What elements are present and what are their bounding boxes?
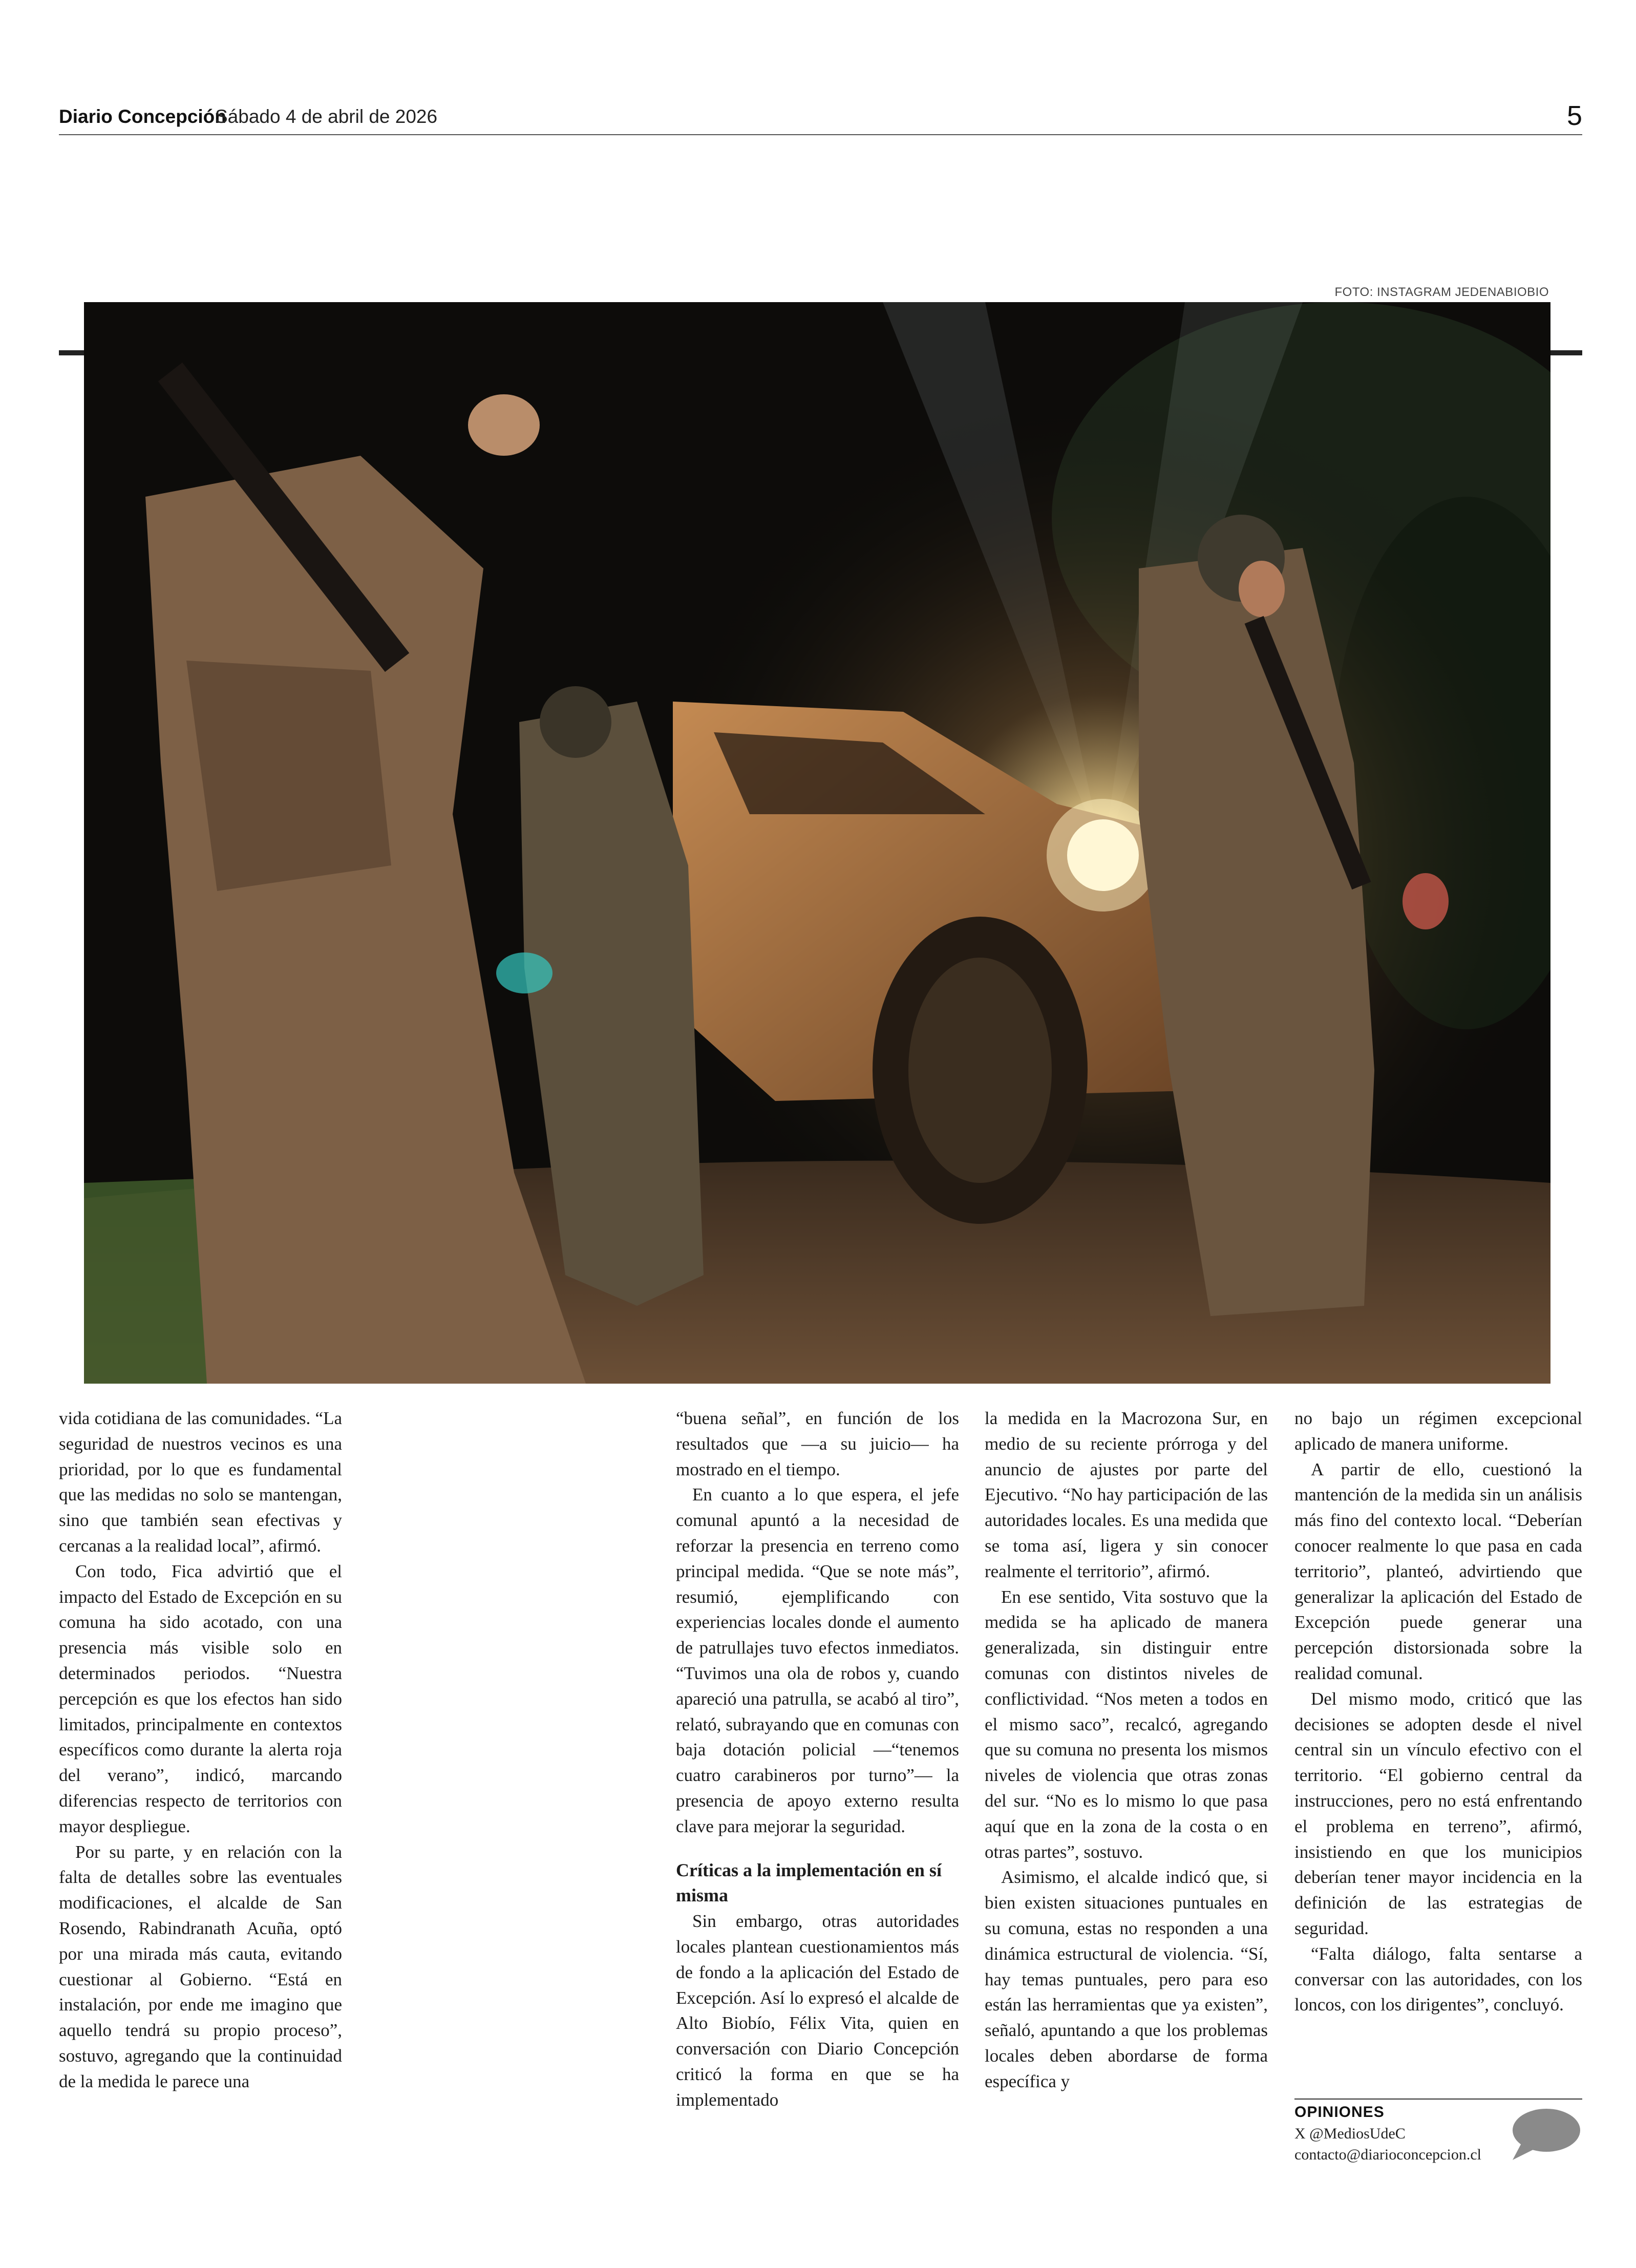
article-column-4 [1294, 1406, 1582, 2018]
night-patrol-photo [84, 302, 1550, 1384]
paragraph: Asimismo, el alcalde indicó que, si bien existen situaciones puntuales en su comuna, estas no responden a una dinámica estructural de violencia. “Sí, hay temas puntuales, pero para eso están las herramientas que ya existen”, señaló, apuntando a que los problemas locales deben abordarse de forma específica y [985, 1867, 1268, 2091]
section-bar-left [59, 350, 86, 355]
paragraph: no bajo un régimen excepcional aplicado de manera uniforme. [1294, 1408, 1582, 1454]
issue-date: Sábado 4 de abril de 2026 [215, 106, 438, 127]
page-number: 5 [1566, 100, 1582, 131]
paragraph: vida cotidiana de las comunidades. “La seguridad de nuestros vecinos es una prioridad, por lo que es fundamental que las medidas no solo se mantengan, sino que también sean efectivas y cercanas a la realidad local”, afirmó. [59, 1408, 342, 1556]
contact-email[interactable]: contacto@diarioconcepcion.cl [1294, 2146, 1481, 2163]
paragraph: En cuanto a lo que espera, el jefe comunal apuntó a la necesidad de reforzar la presencia en terreno como principal medida. “Que se note más”, resumió, ejemplificando con experiencias locales donde el aumento de patrullajes tuvo efectos inmediatos. “Tuvimos una ola de robos y, cuando apareció una patrulla, se acabó al tiro”, relató, subrayando que en comunas con baja dotación policial —“tenemos cuatro carabineros por turno”— la presencia de apoyo externo resulta clave para mejorar la seguridad. [676, 1485, 959, 1836]
paragraph: Sin embargo, otras autoridades locales plantean cuestionamientos más de fondo a la aplicación del Estado de Excepción. Así lo expresó el alcalde de Alto Biobío, Félix Vita, quien en conversación con Diario Concepción criticó la forma en que se ha implementado [676, 1911, 959, 2110]
article-column-3 [985, 1406, 1268, 2094]
section-bar-right [1550, 350, 1582, 355]
article-column-2 [676, 1406, 959, 2113]
photo-credit: FOTO: INSTAGRAM JEDENABIOBIO [1334, 285, 1549, 299]
x-handle[interactable]: X @MediosUdeC [1294, 2125, 1406, 2142]
paragraph: “Falta diálogo, falta sentarse a conversar con las autoridades, con los loncos, con los dirigentes”, concluyó. [1294, 1943, 1582, 2015]
page-header [59, 100, 1582, 136]
header-rule [59, 134, 1582, 135]
paragraph: la medida en la Macrozona Sur, en medio de su reciente prórroga y del anuncio de ajustes por parte del Ejecutivo. “No hay participación de las autoridades locales. Es una medida que se toma así, ligera y sin conocer realmente el territorio”, afirmó. [985, 1408, 1268, 1581]
article-photo [84, 302, 1550, 1384]
paragraph: Del mismo modo, criticó que las decisiones se adopten desde el nivel central sin un vínculo efectivo con el territorio. “El gobierno central da instrucciones, pero no está enfrentando el problema en terreno”, afirmó, insistiendo en que los municipios deberían tener mayor incidencia en la definición de las estrategias de seguridad. [1294, 1688, 1582, 1938]
paragraph: Por su parte, y en relación con la falta de detalles sobre las eventuales modificaciones, el alcalde de San Rosendo, Rabindranath Acuña, optó por una mirada más cauta, evitando cuestionar al Gobierno. “Está en instalación, por ende me imagino que aquello tendrá su propio proceso”, sostuvo, agregando que la continuidad de la medida le parece una [59, 1841, 342, 2091]
speech-bubble-icon [1508, 2107, 1581, 2163]
paragraph: A partir de ello, cuestionó la mantención de la medida sin un análisis más fino del contexto local. “Deberían conocer realmente lo que pasa en cada territorio”, planteó, advirtiendo que generalizar la aplicación del Estado de Excepción puede generar una percepción distorsionada sobre la realidad comunal. [1294, 1459, 1582, 1683]
paragraph: “buena señal”, en función de los resultados que —a su juicio— ha mostrado en el tiempo. [676, 1408, 959, 1479]
opinions-rule [1294, 2099, 1582, 2100]
opinions-title: OPINIONES [1294, 2104, 1385, 2121]
section-subheading: Críticas a la implementación en sí misma [676, 1859, 942, 1906]
paragraph: Con todo, Fica advirtió que el impacto del Estado de Excepción en su comuna ha sido acotado, con una presencia más visible solo en determinados periodos. “Nuestra percepción es que los efectos han sido limitados, principalmente en contextos específicos como durante la alerta roja del verano”, indicó, marcando diferencias respecto de territorios con mayor despliegue. [59, 1561, 342, 1836]
paragraph: En ese sentido, Vita sostuvo que la medida se ha aplicado de manera generalizada, sin distinguir entre comunas con distintos niveles de conflictividad. “Nos meten a todos en el mismo saco”, recalcó, agregando que su comuna no presenta los mismos niveles de violencia que otras zonas del sur. “No es lo mismo lo que pasa aquí que en la zona de la costa o en otras partes”, sostuvo. [985, 1586, 1268, 1862]
opinions-box [1294, 2099, 1582, 2180]
article-column-1 [59, 1406, 342, 2094]
paper-name: Diario Concepción [59, 106, 226, 127]
